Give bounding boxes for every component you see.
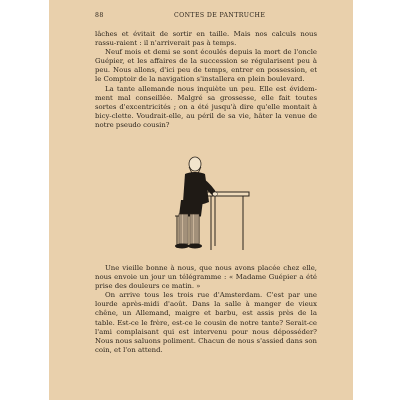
seated-man-illustration (155, 150, 265, 260)
paragraph: Une vieille bonne à nous, que nous avons placée chez elle, nous envoie un jour un télégramme : « Madame Guépier a été prise des douleurs ce matin. » (95, 264, 317, 291)
running-title: CONTES DE PANTRUCHE (174, 12, 266, 19)
text-block-top (95, 30, 317, 130)
text-block-bottom (95, 264, 317, 355)
page-number: 88 (95, 12, 104, 19)
paragraph: On arrive tous les trois rue d'Amsterdam. C'est par une lourde après-midi d'août. Dans la salle à manger de vieux chêne, un Allemand, maigre et barbu, est assis près de la table. Est-ce le frère, est-ce le cousin de notre tante? Serait-ce l'ami complaisant qui est intervenu pour nous déposséder? Nous nous saluons poliment. Chacun de nous s'assied dans son coin, et l'on attend. (95, 291, 317, 354)
paragraph: La tante allemande nous inquiète un peu. Elle est évidem-ment mal conseillée. Malgré sa grossesse, elle fait toutes sortes d'excentricités ; on a été jusqu'à dire qu'elle montait à bicy-clette. Voudrait-elle, au péril de sa vie, hâter la venue de notre pseudo cousin? (95, 84, 317, 129)
paragraph: lâches et évitait de sortir en taille. Mais nos calculs nous rassu-raient : il n'arriverait pas à temps. (95, 30, 317, 48)
book-page (49, 0, 353, 400)
paragraph: Neuf mois et demi se sont écoulés depuis la mort de l'oncle Guépier, et les affaires de la succession se régularisent peu à peu. Nous allons, d'ici peu de temps, entrer en possession, et le Comptoir de la navigation s'installera en plein boulevard. (95, 48, 317, 84)
table-drawing (205, 192, 249, 250)
page-header (49, 12, 353, 24)
